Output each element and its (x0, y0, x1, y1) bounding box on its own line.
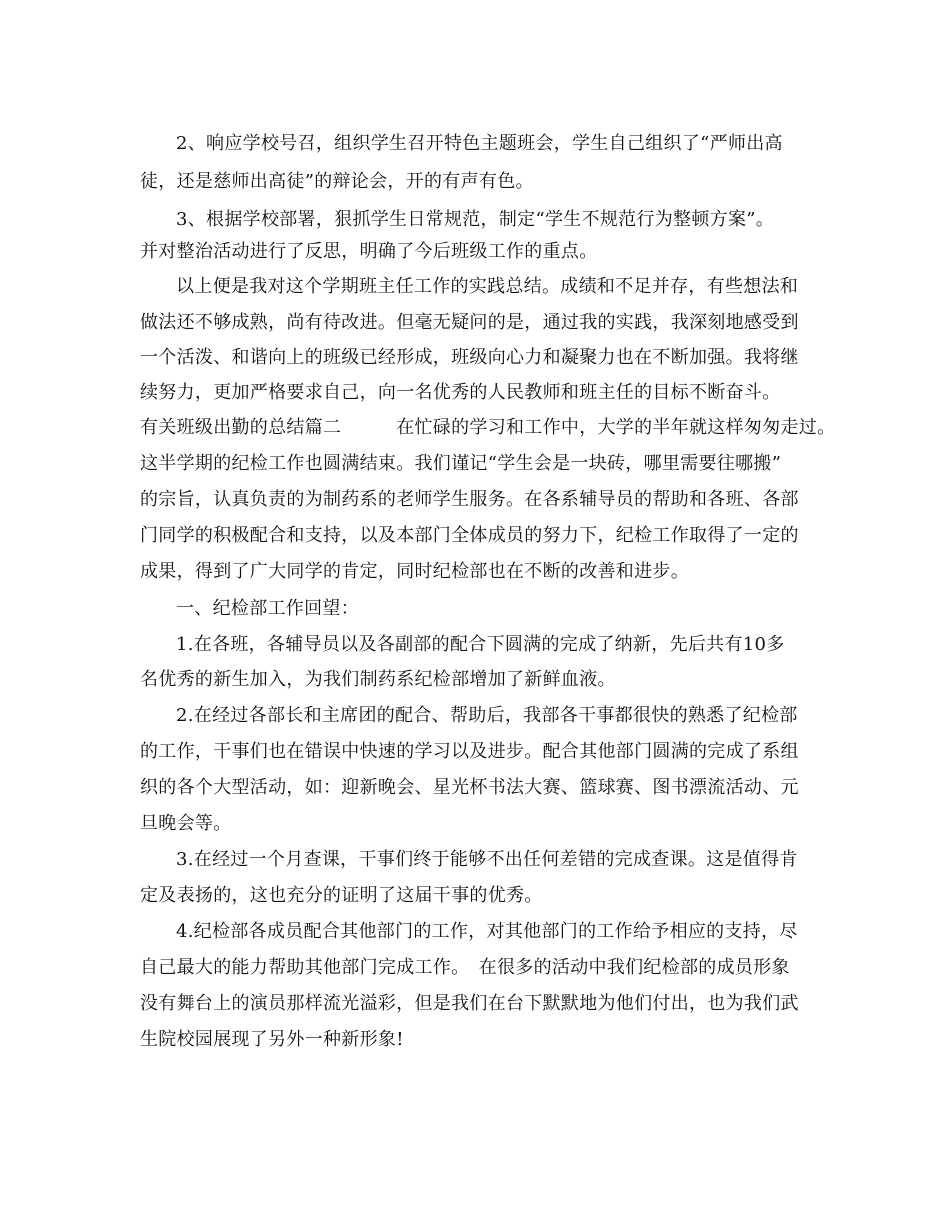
text-line: 2.在经过各部长和主席团的配合、帮助后，我部各干事都很快的熟悉了纪检部 (176, 705, 798, 726)
text-line: 2、响应学校号召，组织学生召开特色主题班会，学生自己组织了“严师出高 (176, 133, 783, 154)
text-line: 定及表扬的，这也充分的证明了这届干事的优秀。 (140, 885, 543, 906)
text-line: 1.在各班，各辅导员以及各副部的配合下圆满的完成了纳新，先后共有10多 (176, 634, 785, 655)
text-line: 续努力，更加严格要求自己，向一名优秀的人民教师和班主任的目标不断奋斗。 (140, 382, 781, 403)
text-line: 自己最大的能力帮助其他部门完成工作。 在很多的活动中我们纪检部的成员形象 (140, 957, 790, 978)
text-line: 门同学的积极配合和支持，以及本部门全体成员的努力下，纪检工作取得了一定的 (140, 525, 799, 546)
text-line: 做法还不够成熟，尚有待改进。但毫无疑问的是，通过我的实践，我深刻地感受到 (140, 312, 799, 333)
text-line: 的工作，干事们也在错误中快速的学习以及进步。配合其他部门圆满的完成了系组 (140, 741, 799, 762)
text-line: 的宗旨，认真负责的为制药系的老师学生服务。在各系辅导员的帮助和各班、各部 (140, 489, 799, 510)
text-line: 没有舞台上的演员那样流光溢彩，但是我们在台下默默地为他们付出，也为我们武 (140, 993, 799, 1014)
text-line: 织的各个大型活动，如：迎新晚会、星光杯书法大赛、篮球赛、图书漂流活动、元 (140, 777, 799, 798)
text-line: 3、根据学校部署，狠抓学生日常规范，制定“学生不规范行为整顿方案”。 (176, 209, 775, 230)
section-heading: 有关班级出勤的总结篇二 在忙碌的学习和工作中，大学的半年就这样匆匆走过。 (140, 417, 836, 438)
subheading: 一、纪检部工作回望： (176, 598, 359, 619)
text-line: 一个活泼、和谐向上的班级已经形成，班级向心力和凝聚力也在不断加强。我将继 (140, 347, 799, 368)
text-line: 徒，还是慈师出高徒”的辩论会，开的有声有色。 (140, 171, 534, 192)
text-line: 名优秀的新生加入，为我们制药系纪检部增加了新鲜血液。 (140, 669, 616, 690)
text-line: 以上便是我对这个学期班主任工作的实践总结。成绩和不足并存，有些想法和 (176, 276, 799, 297)
text-line: 旦晚会等。 (140, 813, 232, 834)
text-line: 3.在经过一个月查课，干事们终于能够不出任何差错的完成查课。这是值得肯 (176, 849, 798, 870)
text-line: 并对整治活动进行了反思，明确了今后班级工作的重点。 (140, 241, 598, 262)
text-line: 成果，得到了广大同学的肯定，同时纪检部也在不断的改善和进步。 (140, 561, 689, 582)
text-line: 生院校园展现了另外一种新形象! (140, 1029, 404, 1050)
text-line: 4.纪检部各成员配合其他部门的工作，对其他部门的工作给予相应的支持，尽 (176, 921, 798, 942)
text-line: 这半学期的纪检工作也圆满结束。我们谨记“学生会是一块砖，哪里需要往哪搬” (140, 453, 782, 474)
